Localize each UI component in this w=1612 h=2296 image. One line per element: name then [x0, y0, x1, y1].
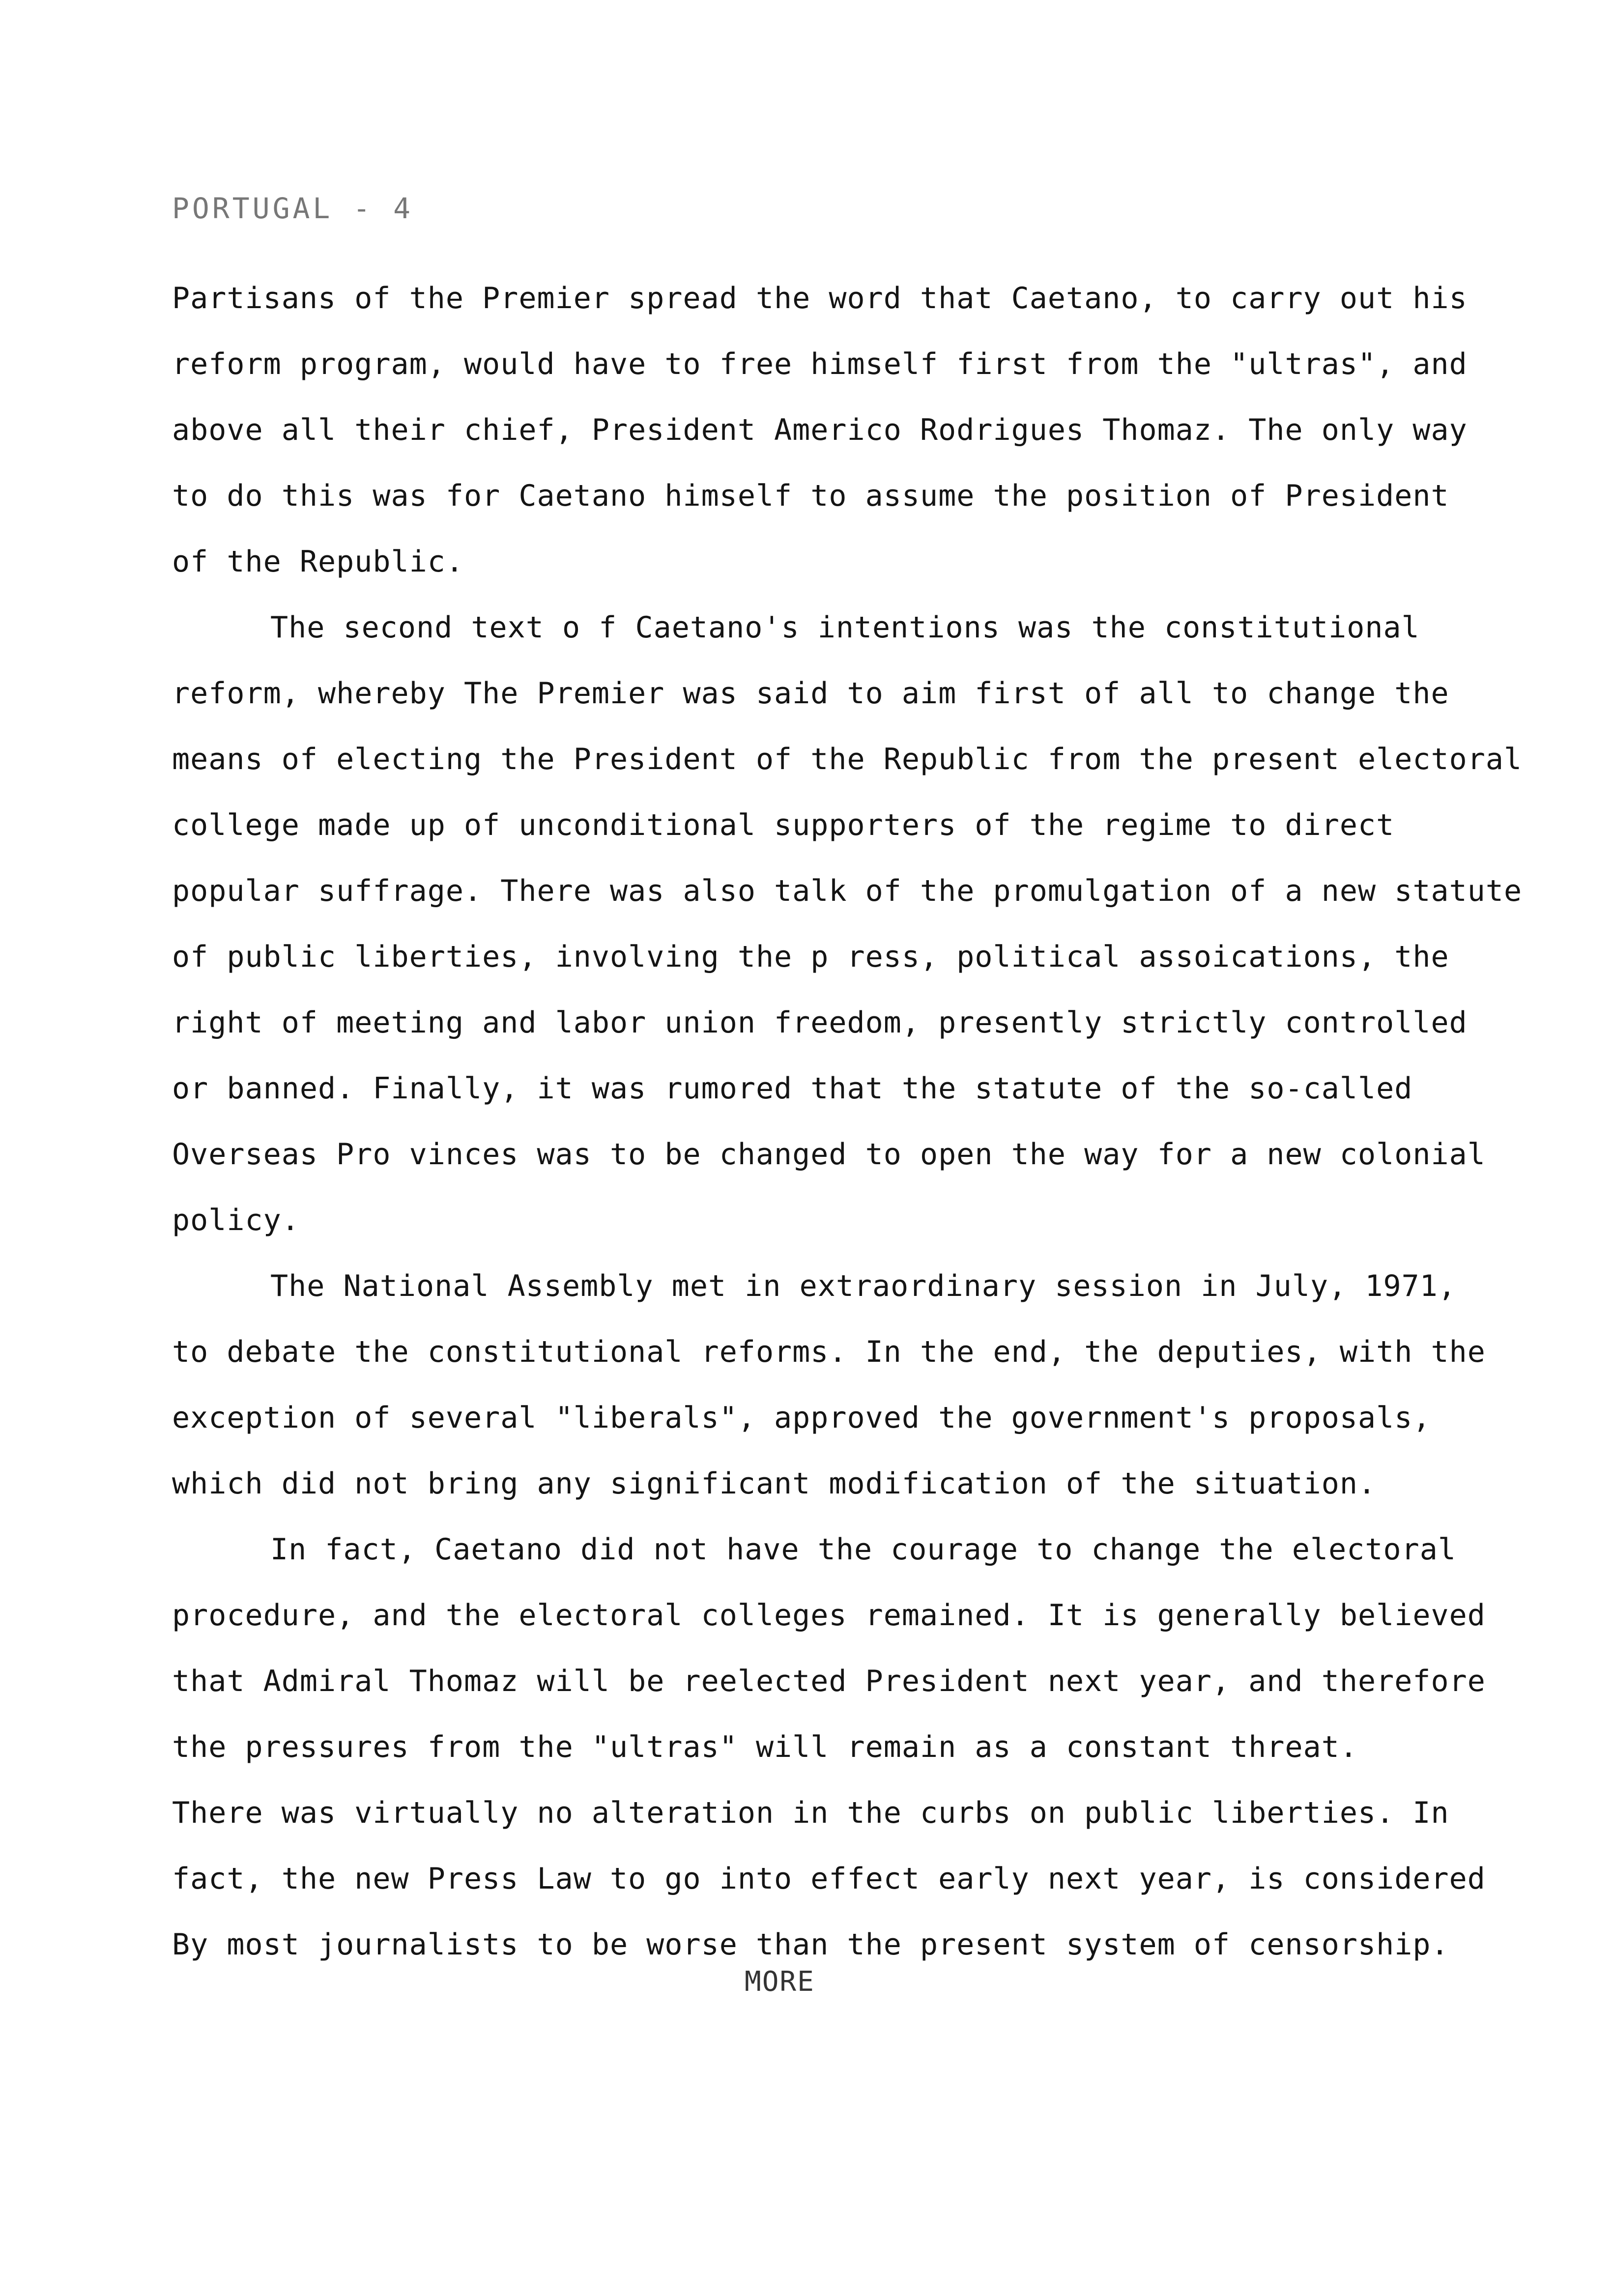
text-line: popular suffrage. There was also talk of the promulgation of a new statute: [172, 874, 1523, 908]
text-line: fact, the new Press Law to go into effect early next year, is considered: [172, 1862, 1486, 1896]
text-line: that Admiral Thomaz will be reelected President next year, and therefore: [172, 1664, 1486, 1698]
text-line: reform, whereby The Premier was said to aim first of all to change the: [172, 676, 1449, 711]
text-line: The second text o f Caetano's intentions was the constitutional: [270, 610, 1420, 645]
text-line: to do this was for Caetano himself to assume the position of President: [172, 479, 1449, 513]
text-line: Overseas Pro vinces was to be changed to open the way for a new colonial: [172, 1137, 1486, 1172]
document-body: [172, 265, 1612, 1978]
text-line: procedure, and the electoral colleges remained. It is generally believed: [172, 1598, 1486, 1633]
text-line: reform program, would have to free himself first from the "ultras", and: [172, 347, 1468, 381]
text-line: to debate the constitutional reforms. In the end, the deputies, with the: [172, 1335, 1486, 1369]
paragraph-4: [172, 1517, 1612, 1780]
continuation-marker: MORE: [745, 1966, 815, 1998]
text-line: or banned. Finally, it was rumored that the statute of the so-called: [172, 1071, 1413, 1106]
text-line: the pressures from the "ultras" will remain as a constant threat.: [172, 1730, 1358, 1764]
paragraph-1: [172, 265, 1612, 595]
text-line: Partisans of the Premier spread the word that Caetano, to carry out his: [172, 281, 1468, 316]
text-line: of the Republic.: [172, 545, 464, 579]
text-line: exception of several "liberals", approved the government's proposals,: [172, 1401, 1431, 1435]
running-head: PORTUGAL - 4: [172, 192, 414, 225]
text-line: There was virtually no alteration in the curbs on public liberties. In: [172, 1796, 1449, 1830]
paragraph-5: [172, 1780, 1612, 1978]
text-line: In fact, Caetano did not have the courage to change the electoral: [270, 1532, 1456, 1567]
text-line: means of electing the President of the Republic from the present electoral: [172, 742, 1523, 776]
paragraph-3: [172, 1253, 1612, 1517]
text-line: By most journalists to be worse than the present system of censorship.: [172, 1927, 1449, 1962]
text-line: policy.: [172, 1203, 300, 1237]
text-line: above all their chief, President Americo Rodrigues Thomaz. The only way: [172, 413, 1468, 447]
text-line: The National Assembly met in extraordinary session in July, 1971,: [270, 1269, 1456, 1303]
text-line: which did not bring any significant modification of the situation.: [172, 1466, 1377, 1501]
paragraph-2: [172, 595, 1612, 1253]
text-line: of public liberties, involving the p ress, political assoications, the: [172, 940, 1449, 974]
text-line: college made up of unconditional supporters of the regime to direct: [172, 808, 1395, 842]
text-line: right of meeting and labor union freedom, presently strictly controlled: [172, 1005, 1468, 1040]
